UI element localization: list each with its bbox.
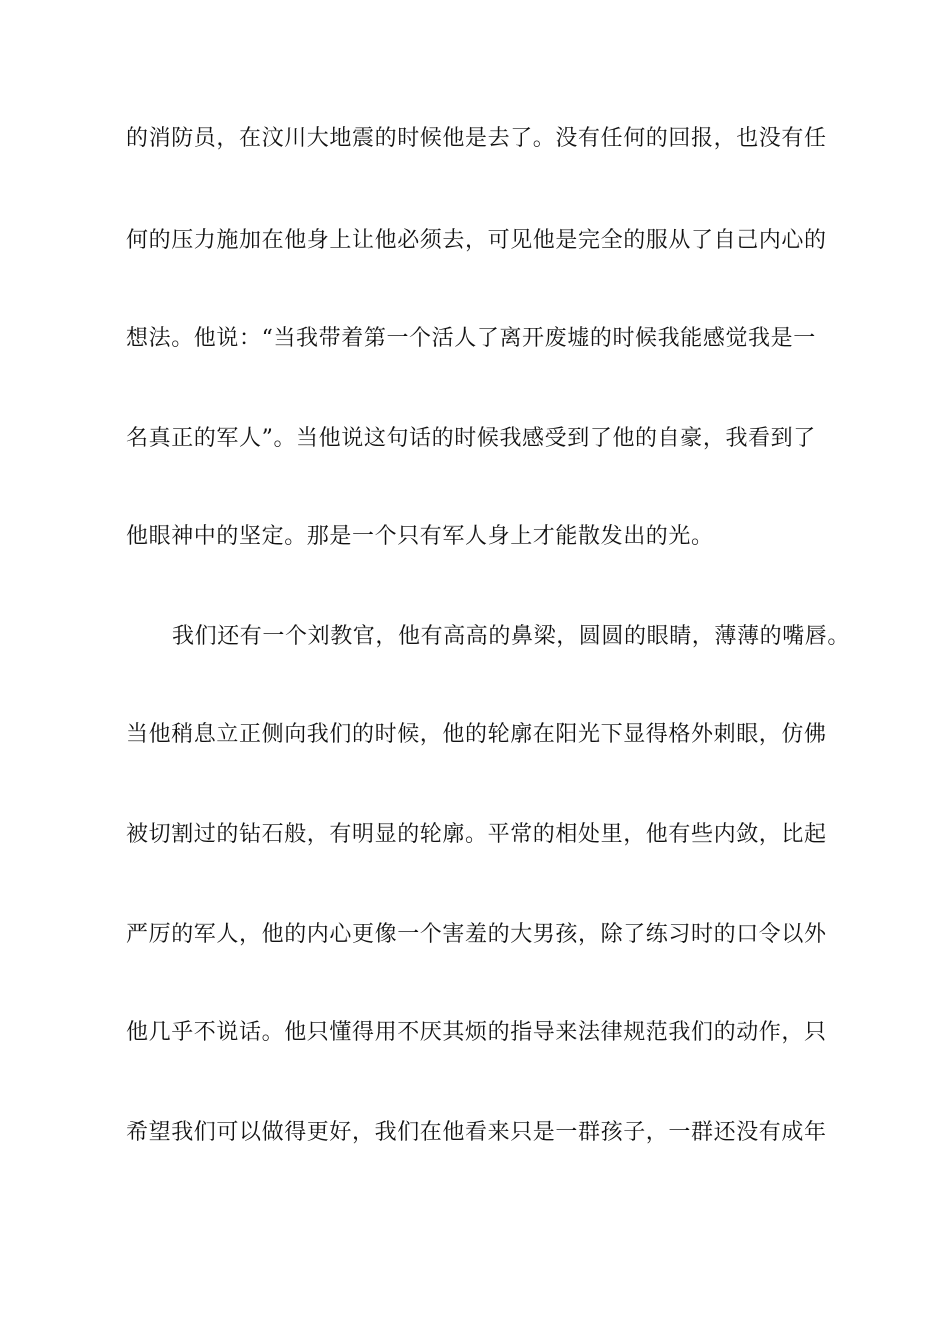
text-line: 何的压力施加在他身上让他必须去，可见他是完全的服从了自己内心的 xyxy=(126,228,827,253)
text-line: 的消防员，在汶川大地震的时候他是去了。没有任何的回报，也没有任 xyxy=(126,126,827,151)
text-line: 他几乎不说话。他只懂得用不厌其烦的指导来法律规范我们的动作，只 xyxy=(126,1020,827,1045)
paragraph-first-line: 我们还有一个刘教官，他有高高的鼻梁，圆圆的眼睛，薄薄的嘴唇。 xyxy=(172,624,851,649)
text-line: 名真正的军人”。当他说这句话的时候我感受到了他的自豪，我看到了 xyxy=(126,426,816,451)
text-line: 被切割过的钻石般，有明显的轮廓。平常的相处里，他有些内敛，比起 xyxy=(126,822,827,847)
text-line: 想法。他说：“当我带着第一个活人了离开废墟的时候我能感觉我是一 xyxy=(126,326,816,351)
text-line: 希望我们可以做得更好，我们在他看来只是一群孩子，一群还没有成年 xyxy=(126,1120,827,1145)
text-line: 当他稍息立正侧向我们的时候，他的轮廓在阳光下显得格外刺眼，仿佛 xyxy=(126,722,827,747)
text-line: 他眼神中的坚定。那是一个只有军人身上才能散发出的光。 xyxy=(126,524,714,549)
text-line: 严厉的军人，他的内心更像一个害羞的大男孩，除了练习时的口令以外 xyxy=(126,922,827,947)
